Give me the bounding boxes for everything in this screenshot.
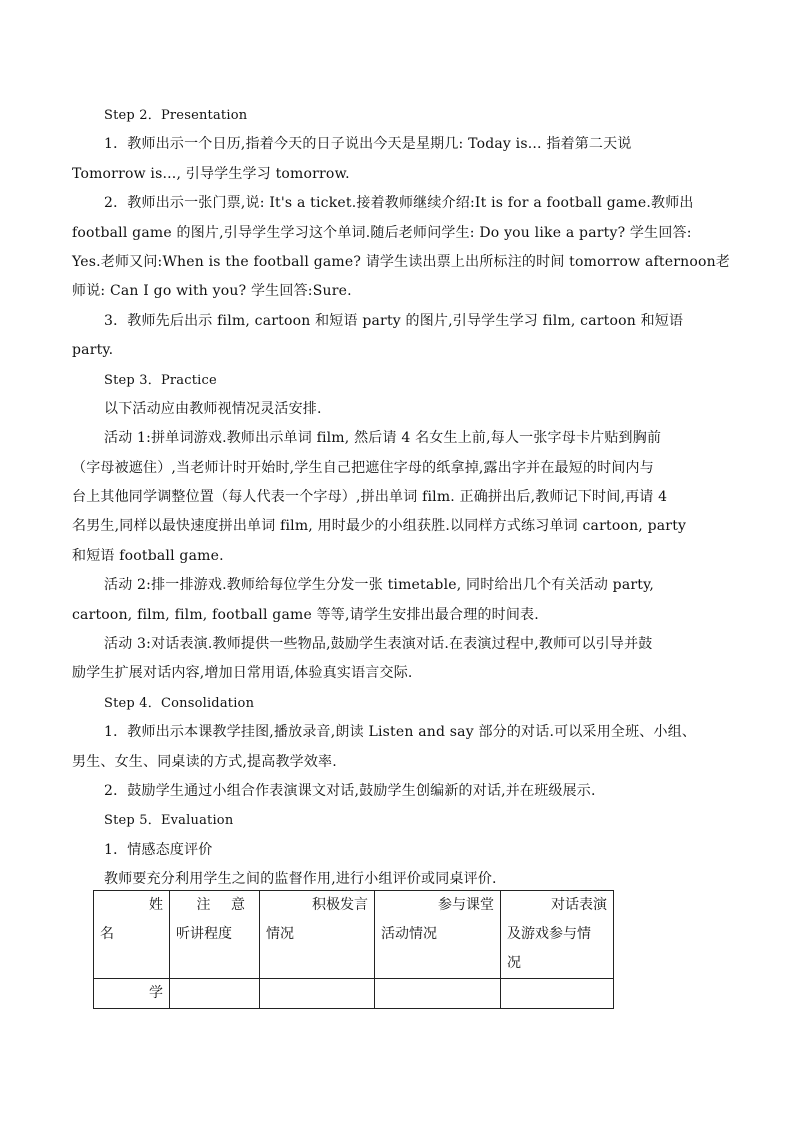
paragraph-line: （字母被遮住）,当老师计时开始时,学生自己把遮住字母的纸拿掉,露出字并在最短的时间内与 [72,459,654,476]
step2-heading: Step 2．Presentation [104,108,248,123]
paragraph-line: 1．教师出示一个日历,指着今天的日子说出今天是星期几: Today is... 指着第二天说 [104,136,632,153]
paragraph-line: cartoon, film, film, football game 等等,请学生安排出最合理的时间表. [72,606,539,623]
paragraph-line: 1．教师出示本课教学挂图,播放录音,朗读 Listen and say 部分的对话.可以采用全班、小组、 [104,724,697,741]
paragraph-line: 2．教师出示一张门票,说: It's a ticket.接着教师继续介绍:It is for a football game.教师出 [104,195,694,212]
table-header-cell [170,891,260,979]
paragraph-line: 3．教师先后出示 film, cartoon 和短语 party 的图片,引导学生学习 film, cartoon 和短语 [104,312,684,329]
table-header-cell [260,891,375,979]
header-name-bottom: 名 [100,926,114,942]
paragraph-line: 以下活动应由教师视情况灵活安排. [104,400,322,417]
header-participation-top: 参与课堂 [438,897,494,913]
header-attention-bottom: 听讲程度 [176,926,232,942]
table-cell [375,979,501,1009]
table-header-cell [501,891,614,979]
table-header-cell [375,891,501,979]
paragraph-line: 活动 1:拼单词游戏.教师出示单词 film, 然后请 4 名女生上前,每人一张字母卡片贴到胸前 [104,430,662,447]
step4-heading: Step 4．Consolidation [104,695,255,711]
paragraph-line: 活动 3:对话表演.教师提供一些物品,鼓励学生表演对话.在表演过程中,教师可以引导并鼓 [104,636,653,653]
header-attention-top: 注 意 [196,897,253,913]
paragraph-line: 和短语 football game. [72,547,224,564]
paragraph-line: 台上其他同学调整位置（每人代表一个字母）,拼出单词 film. 正确拼出后,教师记下时间,再请 4 [72,489,668,506]
paragraph-line: 活动 2:排一排游戏.教师给每位学生分发一张 timetable, 同时给出几个有关活动 party, [104,577,655,594]
table-cell [501,979,614,1009]
paragraph-line: 励学生扩展对话内容,增加日常用语,体验真实语言交际. [72,665,413,682]
document-body [72,101,740,895]
paragraph-line: party. [72,342,114,359]
header-participation-bottom: 活动情况 [381,926,437,942]
paragraph-line: 名男生,同样以最快速度拼出单词 film, 用时最少的小组获胜.以同样方式练习单词 cartoon, party [72,518,687,535]
header-dialogue-middle: 及游戏参与情 [507,926,591,942]
table-cell: 学 [94,979,170,1009]
header-name-top: 姓 [149,897,163,913]
table-header-row [94,891,614,979]
paragraph-line: Tomorrow is..., 引导学生学习 tomorrow. [72,165,350,182]
paragraph-line: 1．情感态度评价 [104,841,213,858]
header-speaking-bottom: 情况 [266,926,294,942]
paragraph-line: football game 的图片,引导学生学习这个单词.随后老师问学生: Do you like a party? 学生回答: [72,224,692,241]
paragraph-line: 男生、女生、同桌读的方式,提高教学效率. [72,753,337,770]
step5-heading: Step 5．Evaluation [104,813,234,829]
table-row [94,979,614,1009]
table-header-cell [94,891,170,979]
evaluation-table [93,890,614,1009]
table-cell [170,979,260,1009]
paragraph-line: Yes.老师又问:When is the football game? 请学生读出票上出所标注的时间 tomorrow afternoon老 [72,253,730,270]
table-cell [260,979,375,1009]
paragraph-line: 教师要充分利用学生之间的监督作用,进行小组评价或同桌评价. [104,871,497,888]
header-dialogue-bottom: 况 [507,955,521,971]
paragraph-line: 2．鼓励学生通过小组合作表演课文对话,鼓励学生创编新的对话,并在班级展示. [104,782,596,799]
header-speaking-top: 积极发言 [312,897,368,913]
header-dialogue-top: 对话表演 [551,897,607,913]
step3-heading: Step 3．Practice [104,372,217,388]
paragraph-line: 师说: Can I go with you? 学生回答:Sure. [72,283,352,300]
